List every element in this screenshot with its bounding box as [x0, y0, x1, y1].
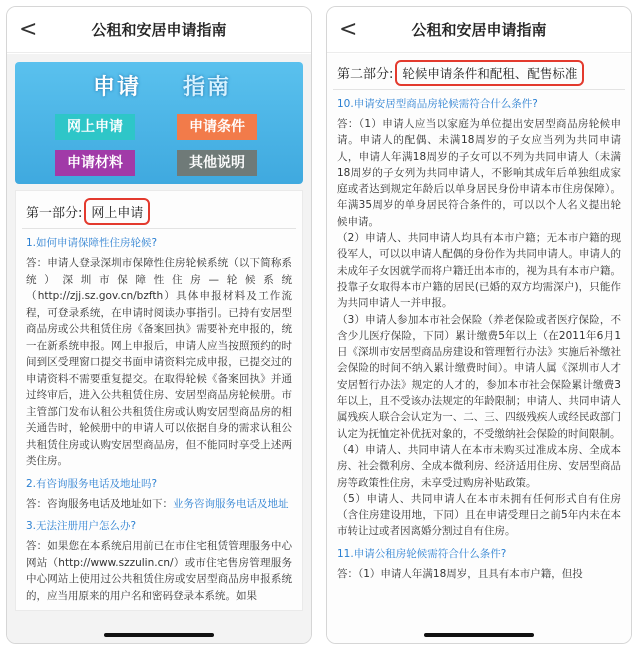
question-link[interactable]: 10.申请安居型商品房轮候需符合什么条件? — [337, 98, 538, 110]
answer-text: 答：（1）申请人年满18周岁，且具有本市户籍，但投 — [337, 567, 583, 580]
contact-info-link[interactable]: 业务咨询服务电话及地址 — [173, 497, 289, 510]
part-one-panel — [15, 190, 303, 611]
question-link[interactable]: 3.无法注册用户怎么办? — [26, 520, 137, 532]
part-label: 第一部分: — [26, 206, 83, 221]
part-two-panel — [327, 54, 631, 586]
part-heading — [22, 195, 296, 229]
answer-text: 答：申请人登录深圳市保障性住房轮候系统（以下简称系统）深圳市保障性住房—轮候系统（http://zjj.sz.gov.cn/bzfth）具体申报材料及工作流程，可登录系统，在申请时阅读办事指引。已持有安居型商品房或公共租赁住房《备案回执》需要补充申报的，统一在新系统申报。网上申报后，申请人应当按照预约的时间到区受理窗口提交书面申请资料完成申报，已提交过的申请资料不需要重复提交。在取得轮候《备案回执》并通过终审后，进入公共租赁住房、安居型商品房轮候册。市主管部门发布认租公共租赁住房或认购安居型商品房的相关通告时，轮候册中的申请人可以依据自身的需求认租公共租赁住房或认购安居型商品房，但不能同时享受上述两类住房。 — [26, 257, 292, 467]
part-heading — [333, 56, 625, 90]
question-link[interactable]: 1.如何申请保障性住房轮候? — [26, 237, 158, 249]
nav-bar — [7, 7, 311, 53]
banner-title-apply: 申请 — [93, 75, 142, 100]
part-name: 网上申请 — [84, 198, 150, 225]
guide-banner — [15, 62, 303, 184]
page-title: 公租和安居申请指南 — [411, 21, 547, 39]
right-phone-screen — [326, 6, 632, 644]
other-notes-button[interactable]: 其他说明 — [177, 150, 257, 176]
home-indicator[interactable] — [104, 633, 214, 637]
online-apply-button[interactable]: 网上申请 — [55, 114, 135, 140]
question-link[interactable]: 2.有咨询服务电话及地址吗? — [26, 477, 158, 490]
question-link[interactable]: 11.申请公租房轮候需符合什么条件? — [337, 547, 507, 560]
answer-text: 答：如果您在本系统启用前已在市住宅租赁管理服务中心网站（http://www.szzulin.cn/）或市住宅售房管理服务中心网站上使用过公共租赁住房或安居型商品房申报系统的，应当用原来的用户名和密码登录本系统。如果 — [26, 540, 292, 602]
back-chevron-icon[interactable]: < — [339, 17, 358, 42]
apply-materials-button[interactable]: 申请材料 — [55, 150, 135, 176]
content-area — [327, 54, 631, 643]
content-area — [7, 54, 311, 643]
left-phone-screen — [6, 6, 312, 644]
apply-conditions-button[interactable]: 申请条件 — [177, 114, 257, 140]
page-title: 公租和安居申请指南 — [91, 21, 227, 39]
answer-text: 答：（1）申请人应当以家庭为单位提出安居型商品房轮候申请。申请人的配偶、未满18周岁的子女应当列为共同申请人，申请人年满18周岁的子女可以不列为共同申请人（未满18周岁的子女列为共同申请人，不影响其成年后单独组成家庭或者达到规定年龄后以单身居民身份申请本市住房保障）。年满35周岁的单身居民符合条件的，可以以个人名义提出轮候申请。 （2）申请人、共同申请人均具有本市户籍；无本市户籍的现役军人，可以以申请人配偶的身份作为共同申请人。申请人的未成年子女因就学而将户籍迁出本市的，视为具有本市户籍。投靠子女取得本市户籍的居民(已婚的双方均需深户)，只能作为共同申请人一并申报。 （3）申请人参加本市社会保险（养老保险或者医疗保险，不含少儿医疗保险，下同）累计缴费5年以上（在2011年6月1日《深圳市安居型商品房建设和管理暂行办法》实施后补缴社会保险的时间不纳入累计缴费时间）。申请人属《深圳市人才安居暂行办法》规定的人才的，参加本市社会保险累计缴费3年以上，且不受该办法规定的年龄限制；申请人、共同申请人属残疾人联合会认定为一、二、三、四级残疾人或经民政部门认定为抚恤定补优抚对象的，不受缴纳社会保险的时间限制。 （4）申请人、共同申请人在本市未购买过准成本房、全成本房、社会微利房、全成本微利房、经济适用住房、安居型商品房等政策性住房，未享受过购房补贴政策。 （5）申请人、共同申请人在本市未拥有任何形式自有住房（含住房建设用地，下同）且在申请受理日之前5年内未在本市转让过或者因离婚分割过自有住房。 — [337, 118, 621, 538]
answer-prefix: 答：咨询服务电话及地址如下： — [26, 497, 173, 510]
answer-text — [26, 496, 292, 513]
part-label: 第二部分: — [337, 67, 394, 82]
banner-title-guide: 指南 — [183, 75, 232, 100]
back-chevron-icon[interactable]: < — [19, 17, 38, 42]
part-name: 轮候申请条件和配租、配售标准 — [395, 60, 584, 86]
home-indicator[interactable] — [424, 633, 534, 637]
nav-bar — [327, 7, 631, 53]
